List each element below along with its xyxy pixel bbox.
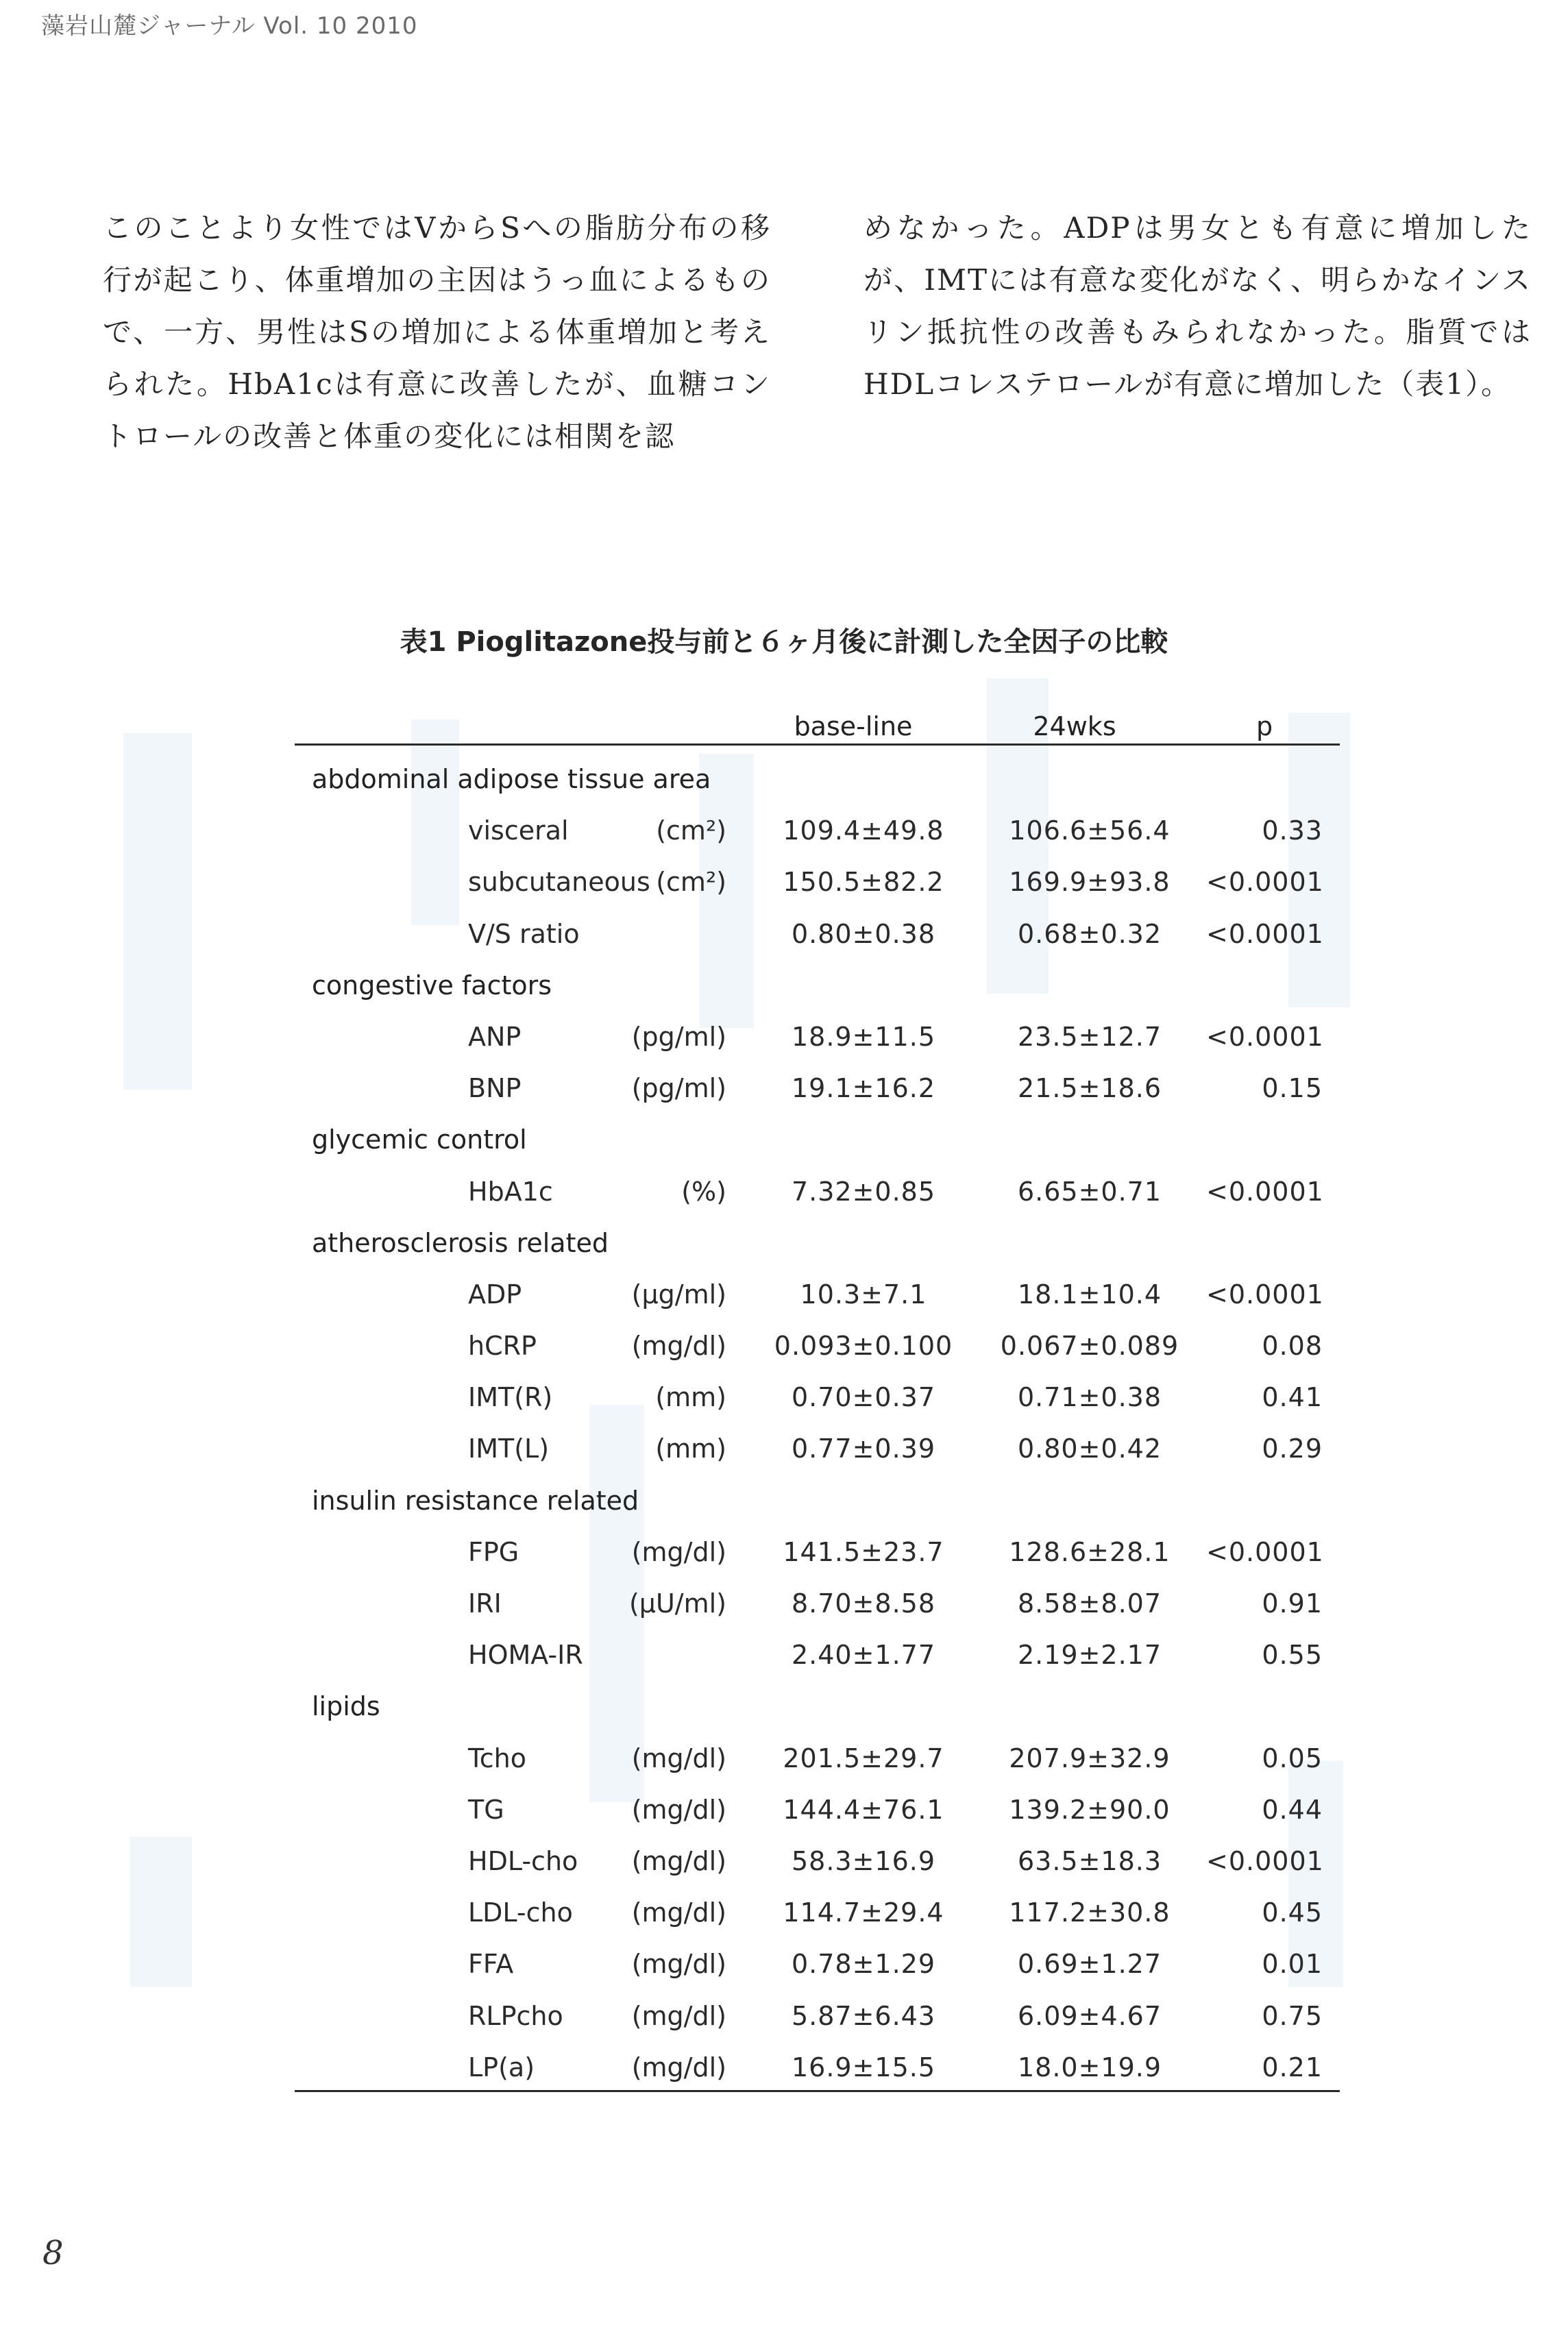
24wks-value: 0.80±0.42 <box>1017 1434 1162 1464</box>
page-number: 8 <box>42 2234 64 2272</box>
table-row <box>0 1991 1568 2042</box>
factor-unit: (mg/dl) <box>631 1897 726 1928</box>
factor-name: HOMA-IR <box>468 1640 583 1671</box>
factor-unit: (mg/dl) <box>631 2052 726 2082</box>
factor-unit: (mg/dl) <box>631 1949 726 1980</box>
p-value: 0.45 <box>1262 1897 1323 1928</box>
factor-unit: (μU/ml) <box>628 1588 726 1619</box>
table-group-row <box>0 754 1568 805</box>
baseline-value: 0.80±0.38 <box>791 918 936 949</box>
24wks-value: 139.2±90.0 <box>1009 1794 1171 1825</box>
p-value: 0.55 <box>1262 1640 1323 1671</box>
table-row <box>0 909 1568 960</box>
p-value: 0.75 <box>1262 2000 1323 2031</box>
baseline-value: 0.093±0.100 <box>774 1331 953 1362</box>
table-row <box>0 1372 1568 1423</box>
p-value: <0.0001 <box>1206 1176 1324 1207</box>
p-value: 0.15 <box>1262 1073 1323 1104</box>
factor-name: ANP <box>468 1021 522 1052</box>
p-value: 0.41 <box>1262 1382 1323 1413</box>
table-group-row <box>0 1114 1568 1166</box>
baseline-value: 7.32±0.85 <box>791 1176 936 1207</box>
baseline-value: 109.4±49.8 <box>783 815 944 846</box>
24wks-value: 0.067±0.089 <box>1000 1331 1179 1362</box>
baseline-value: 19.1±16.2 <box>791 1073 936 1104</box>
body-paragraph-left: このことより女性ではVからSへの脂肪分布の移行が起こり、体重増加の主因はうっ血によるもので、一方、男性はSの増加による体重増加と考えられた。HbA1cは有意に改善したが、血糖コントロールの改善と体重の変化には相関を認 <box>103 211 771 453</box>
table-row <box>0 1166 1568 1218</box>
factor-unit: (cm²) <box>656 867 726 898</box>
group-label: abdominal adipose tissue area <box>312 764 711 794</box>
baseline-value: 16.9±15.5 <box>791 2052 936 2082</box>
table-row <box>0 1320 1568 1372</box>
baseline-value: 150.5±82.2 <box>783 867 944 898</box>
table-caption: 表1 Pioglitazone投与前と６ヶ月後に計測した全因子の比較 <box>400 626 1168 658</box>
factor-unit: (pg/ml) <box>631 1073 726 1104</box>
group-label: insulin resistance related <box>312 1485 639 1516</box>
table-row <box>0 1011 1568 1063</box>
baseline-value: 8.70±8.58 <box>791 1588 936 1619</box>
p-value: 0.01 <box>1262 1949 1323 1980</box>
p-value: <0.0001 <box>1206 1536 1324 1567</box>
factor-name: HbA1c <box>468 1176 553 1207</box>
factor-unit: (%) <box>681 1176 726 1207</box>
baseline-value: 5.87±6.43 <box>791 2000 936 2031</box>
factor-unit: (mm) <box>655 1434 726 1464</box>
header-24wks: 24wks <box>1033 711 1116 741</box>
baseline-value: 201.5±29.7 <box>783 1743 944 1773</box>
table-group-row <box>0 1475 1568 1527</box>
group-label: lipids <box>312 1691 380 1722</box>
factor-unit: (mm) <box>655 1382 726 1413</box>
24wks-value: 6.09±4.67 <box>1017 2000 1162 2031</box>
baseline-value: 58.3±16.9 <box>791 1845 936 1876</box>
table-row <box>0 1269 1568 1320</box>
table-row <box>0 1784 1568 1836</box>
baseline-value: 18.9±11.5 <box>791 1021 936 1052</box>
24wks-value: 2.19±2.17 <box>1017 1640 1162 1671</box>
table-row <box>0 1063 1568 1114</box>
factor-unit: (cm²) <box>656 815 726 846</box>
group-label: congestive factors <box>312 970 552 1000</box>
table-row <box>0 2042 1568 2093</box>
24wks-value: 21.5±18.6 <box>1017 1073 1162 1104</box>
24wks-value: 18.1±10.4 <box>1017 1279 1162 1310</box>
factor-name: Tcho <box>468 1743 526 1773</box>
factor-unit: (mg/dl) <box>631 1536 726 1567</box>
table-group-row <box>0 1218 1568 1269</box>
factor-unit: (pg/ml) <box>631 1021 726 1052</box>
table-row <box>0 1939 1568 1990</box>
factor-unit: (mg/dl) <box>631 1743 726 1773</box>
factor-name: BNP <box>468 1073 522 1104</box>
table-row <box>0 1578 1568 1630</box>
journal-header: 藻岩山麓ジャーナル Vol. 10 2010 <box>41 12 418 40</box>
baseline-value: 0.78±1.29 <box>791 1949 936 1980</box>
factor-unit: (mg/dl) <box>631 1845 726 1876</box>
p-value: 0.91 <box>1262 1588 1323 1619</box>
p-value: 0.44 <box>1262 1794 1323 1825</box>
baseline-value: 114.7±29.4 <box>783 1897 944 1928</box>
p-value: <0.0001 <box>1206 867 1324 898</box>
p-value: <0.0001 <box>1206 1279 1324 1310</box>
table-top-rule <box>295 744 1340 746</box>
group-label: glycemic control <box>312 1125 527 1155</box>
24wks-value: 169.9±93.8 <box>1009 867 1171 898</box>
24wks-value: 207.9±32.9 <box>1009 1743 1171 1773</box>
24wks-value: 0.71±0.38 <box>1017 1382 1162 1413</box>
p-value: <0.0001 <box>1206 1021 1324 1052</box>
p-value: <0.0001 <box>1206 918 1324 949</box>
factor-name: subcutaneous <box>468 867 650 898</box>
factor-name: FFA <box>468 1949 514 1980</box>
factor-unit: (mg/dl) <box>631 2000 726 2031</box>
24wks-value: 63.5±18.3 <box>1017 1845 1162 1876</box>
baseline-value: 141.5±23.7 <box>783 1536 944 1567</box>
factor-name: FPG <box>468 1536 519 1567</box>
p-value: 0.08 <box>1262 1331 1323 1362</box>
comparison-table <box>0 754 1568 2093</box>
24wks-value: 18.0±19.9 <box>1017 2052 1162 2082</box>
factor-name: LDL-cho <box>468 1897 573 1928</box>
24wks-value: 106.6±56.4 <box>1009 815 1171 846</box>
factor-name: HDL-cho <box>468 1845 578 1876</box>
p-value: 0.21 <box>1262 2052 1323 2082</box>
factor-name: visceral <box>468 815 569 846</box>
24wks-value: 8.58±8.07 <box>1017 1588 1162 1619</box>
24wks-value: 0.68±0.32 <box>1017 918 1162 949</box>
factor-name: TG <box>468 1794 504 1825</box>
group-label: atherosclerosis related <box>312 1227 609 1258</box>
table-row <box>0 857 1568 908</box>
factor-name: hCRP <box>468 1331 537 1362</box>
header-baseline: base-line <box>794 711 913 741</box>
24wks-value: 23.5±12.7 <box>1017 1021 1162 1052</box>
24wks-value: 0.69±1.27 <box>1017 1949 1162 1980</box>
header-p: p <box>1255 711 1273 741</box>
baseline-value: 0.77±0.39 <box>791 1434 936 1464</box>
factor-name: IMT(L) <box>468 1434 550 1464</box>
factor-unit: (μg/ml) <box>631 1279 726 1310</box>
factor-name: IMT(R) <box>468 1382 553 1413</box>
table-row <box>0 1527 1568 1578</box>
body-paragraph-right: めなかった。ADPは男女とも有意に増加したが、IMTには有意な変化がなく、明らかなインスリン抵抗性の改善もみられなかった。脂質ではHDLコレステロールが有意に増加した（表1）。 <box>863 211 1532 401</box>
table-row <box>0 1733 1568 1784</box>
factor-unit: (mg/dl) <box>631 1331 726 1362</box>
table-row <box>0 1423 1568 1475</box>
p-value: 0.05 <box>1262 1743 1323 1773</box>
table-group-row <box>0 960 1568 1011</box>
p-value: 0.33 <box>1262 815 1323 846</box>
table-row <box>0 1887 1568 1939</box>
baseline-value: 144.4±76.1 <box>783 1794 944 1825</box>
baseline-value: 2.40±1.77 <box>791 1640 936 1671</box>
24wks-value: 128.6±28.1 <box>1009 1536 1171 1567</box>
table-group-row <box>0 1681 1568 1732</box>
p-value: <0.0001 <box>1206 1845 1324 1876</box>
table-row <box>0 1836 1568 1887</box>
factor-name: V/S ratio <box>468 918 580 949</box>
factor-unit: (mg/dl) <box>631 1794 726 1825</box>
factor-name: LP(a) <box>468 2052 535 2082</box>
factor-name: IRI <box>468 1588 502 1619</box>
24wks-value: 117.2±30.8 <box>1009 1897 1171 1928</box>
table-bottom-rule <box>295 2090 1340 2092</box>
factor-name: ADP <box>468 1279 522 1310</box>
table-row <box>0 805 1568 857</box>
factor-name: RLPcho <box>468 2000 563 2031</box>
table-row <box>0 1630 1568 1681</box>
24wks-value: 6.65±0.71 <box>1017 1176 1162 1207</box>
baseline-value: 10.3±7.1 <box>800 1279 927 1310</box>
baseline-value: 0.70±0.37 <box>791 1382 936 1413</box>
p-value: 0.29 <box>1262 1434 1323 1464</box>
